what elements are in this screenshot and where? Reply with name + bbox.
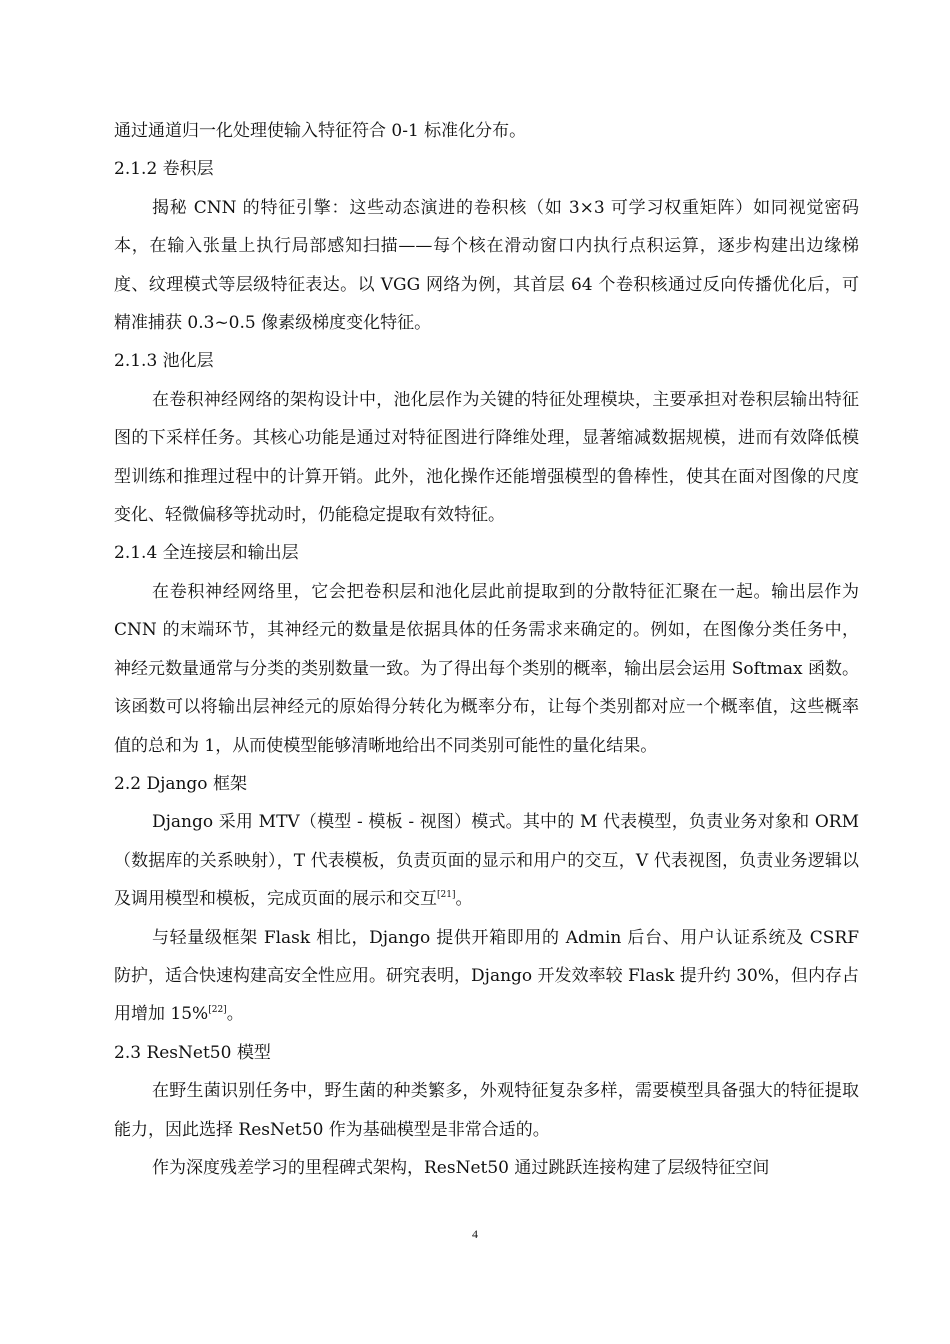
section-2-3-paragraph-2: 作为深度残差学习的里程碑式架构，ResNet50 通过跳跃连接构建了层级特征空间 [152, 1157, 770, 1178]
section-2-2-paragraph-1 [114, 803, 859, 918]
intro-line: 通过通道归一化处理使输入特征符合 0-1 标准化分布。 [114, 121, 527, 141]
section-2-1-2-paragraph: 揭秘 CNN 的特征引擎：这些动态演进的卷积核（如 3×3 可学习权重矩阵）如同视觉密码本，在输入张量上执行局部感知扫描——每个核在滑动窗口内执行点积运算，逐步构建出边缘梯度、纹理模式等层级特征表达。以 VGG 网络为例，其首层 64 个卷积核通过反向传播优化后，可精准捕获 0.3~0.5 像素级梯度变化特征。 [114, 197, 859, 334]
section-2-2-paragraph-2-end: 。 [226, 1004, 244, 1025]
section-2-1-3-heading: 2.1.3 池化层 [114, 351, 214, 372]
section-2-3-heading: 2.3 ResNet50 模型 [114, 1042, 271, 1063]
page-number: 4 [472, 1227, 478, 1241]
document-body [114, 112, 859, 1187]
section-2-1-4-paragraph: 在卷积神经网络里，它会把卷积层和池化层此前提取到的分散特征汇聚在一起。输出层作为 CNN 的末端环节，其神经元的数量是依据具体的任务需求来确定的。例如，在图像分类任务中，神经元数量通常与分类的类别数量一致。为了得出每个类别的概率，输出层会运用 Softmax 函数。该函数可以将输出层神经元的原始得分转化为概率分布，让每个类别都对应一个概率值，这些概率值的总和为 1，从而使模型能够清晰地给出不同类别可能性的量化结果。 [114, 581, 859, 756]
section-2-2-paragraph-1-text: Django 采用 MTV（模型 - 模板 - 视图）模式。其中的 M 代表模型，负责业务对象和 ORM（数据库的关系映射），T 代表模板，负责页面的显示和用户的交互，V 代表视图，负责业务逻辑以及调用模型和模板，完成页面的展示和交互 [114, 812, 859, 910]
section-2-2-paragraph-2-text: 与轻量级框架 Flask 相比，Django 提供开箱即用的 Admin 后台、用户认证系统及 CSRF 防护，适合快速构建高安全性应用。研究表明，Django 开发效率较 Flask 提升约 30%，但内存占用增加 15% [114, 927, 859, 1025]
section-2-2-heading: 2.2 Django 框架 [114, 773, 247, 794]
section-2-1-4-heading: 2.1.4 全连接层和输出层 [114, 543, 299, 564]
section-2-1-2-heading: 2.1.2 卷积层 [114, 159, 214, 180]
citation-21: [21] [437, 890, 456, 901]
section-2-1-3-paragraph: 在卷积神经网络的架构设计中，池化层作为关键的特征处理模块，主要承担对卷积层输出特征图的下采样任务。其核心功能是通过对特征图进行降维处理，显著缩减数据规模，进而有效降低模型训练和推理过程中的计算开销。此外，池化操作还能增强模型的鲁棒性，使其在面对图像的尺度变化、轻微偏移等扰动时，仍能稳定提取有效特征。 [114, 389, 859, 526]
section-2-2-paragraph-2 [114, 919, 859, 1034]
section-2-2-paragraph-1-end: 。 [455, 889, 473, 910]
section-2-3-paragraph-1: 在野生菌识别任务中，野生菌的种类繁多，外观特征复杂多样，需要模型具备强大的特征提取能力，因此选择 ResNet50 作为基础模型是非常合适的。 [114, 1081, 859, 1140]
citation-22: [22] [208, 1005, 227, 1016]
